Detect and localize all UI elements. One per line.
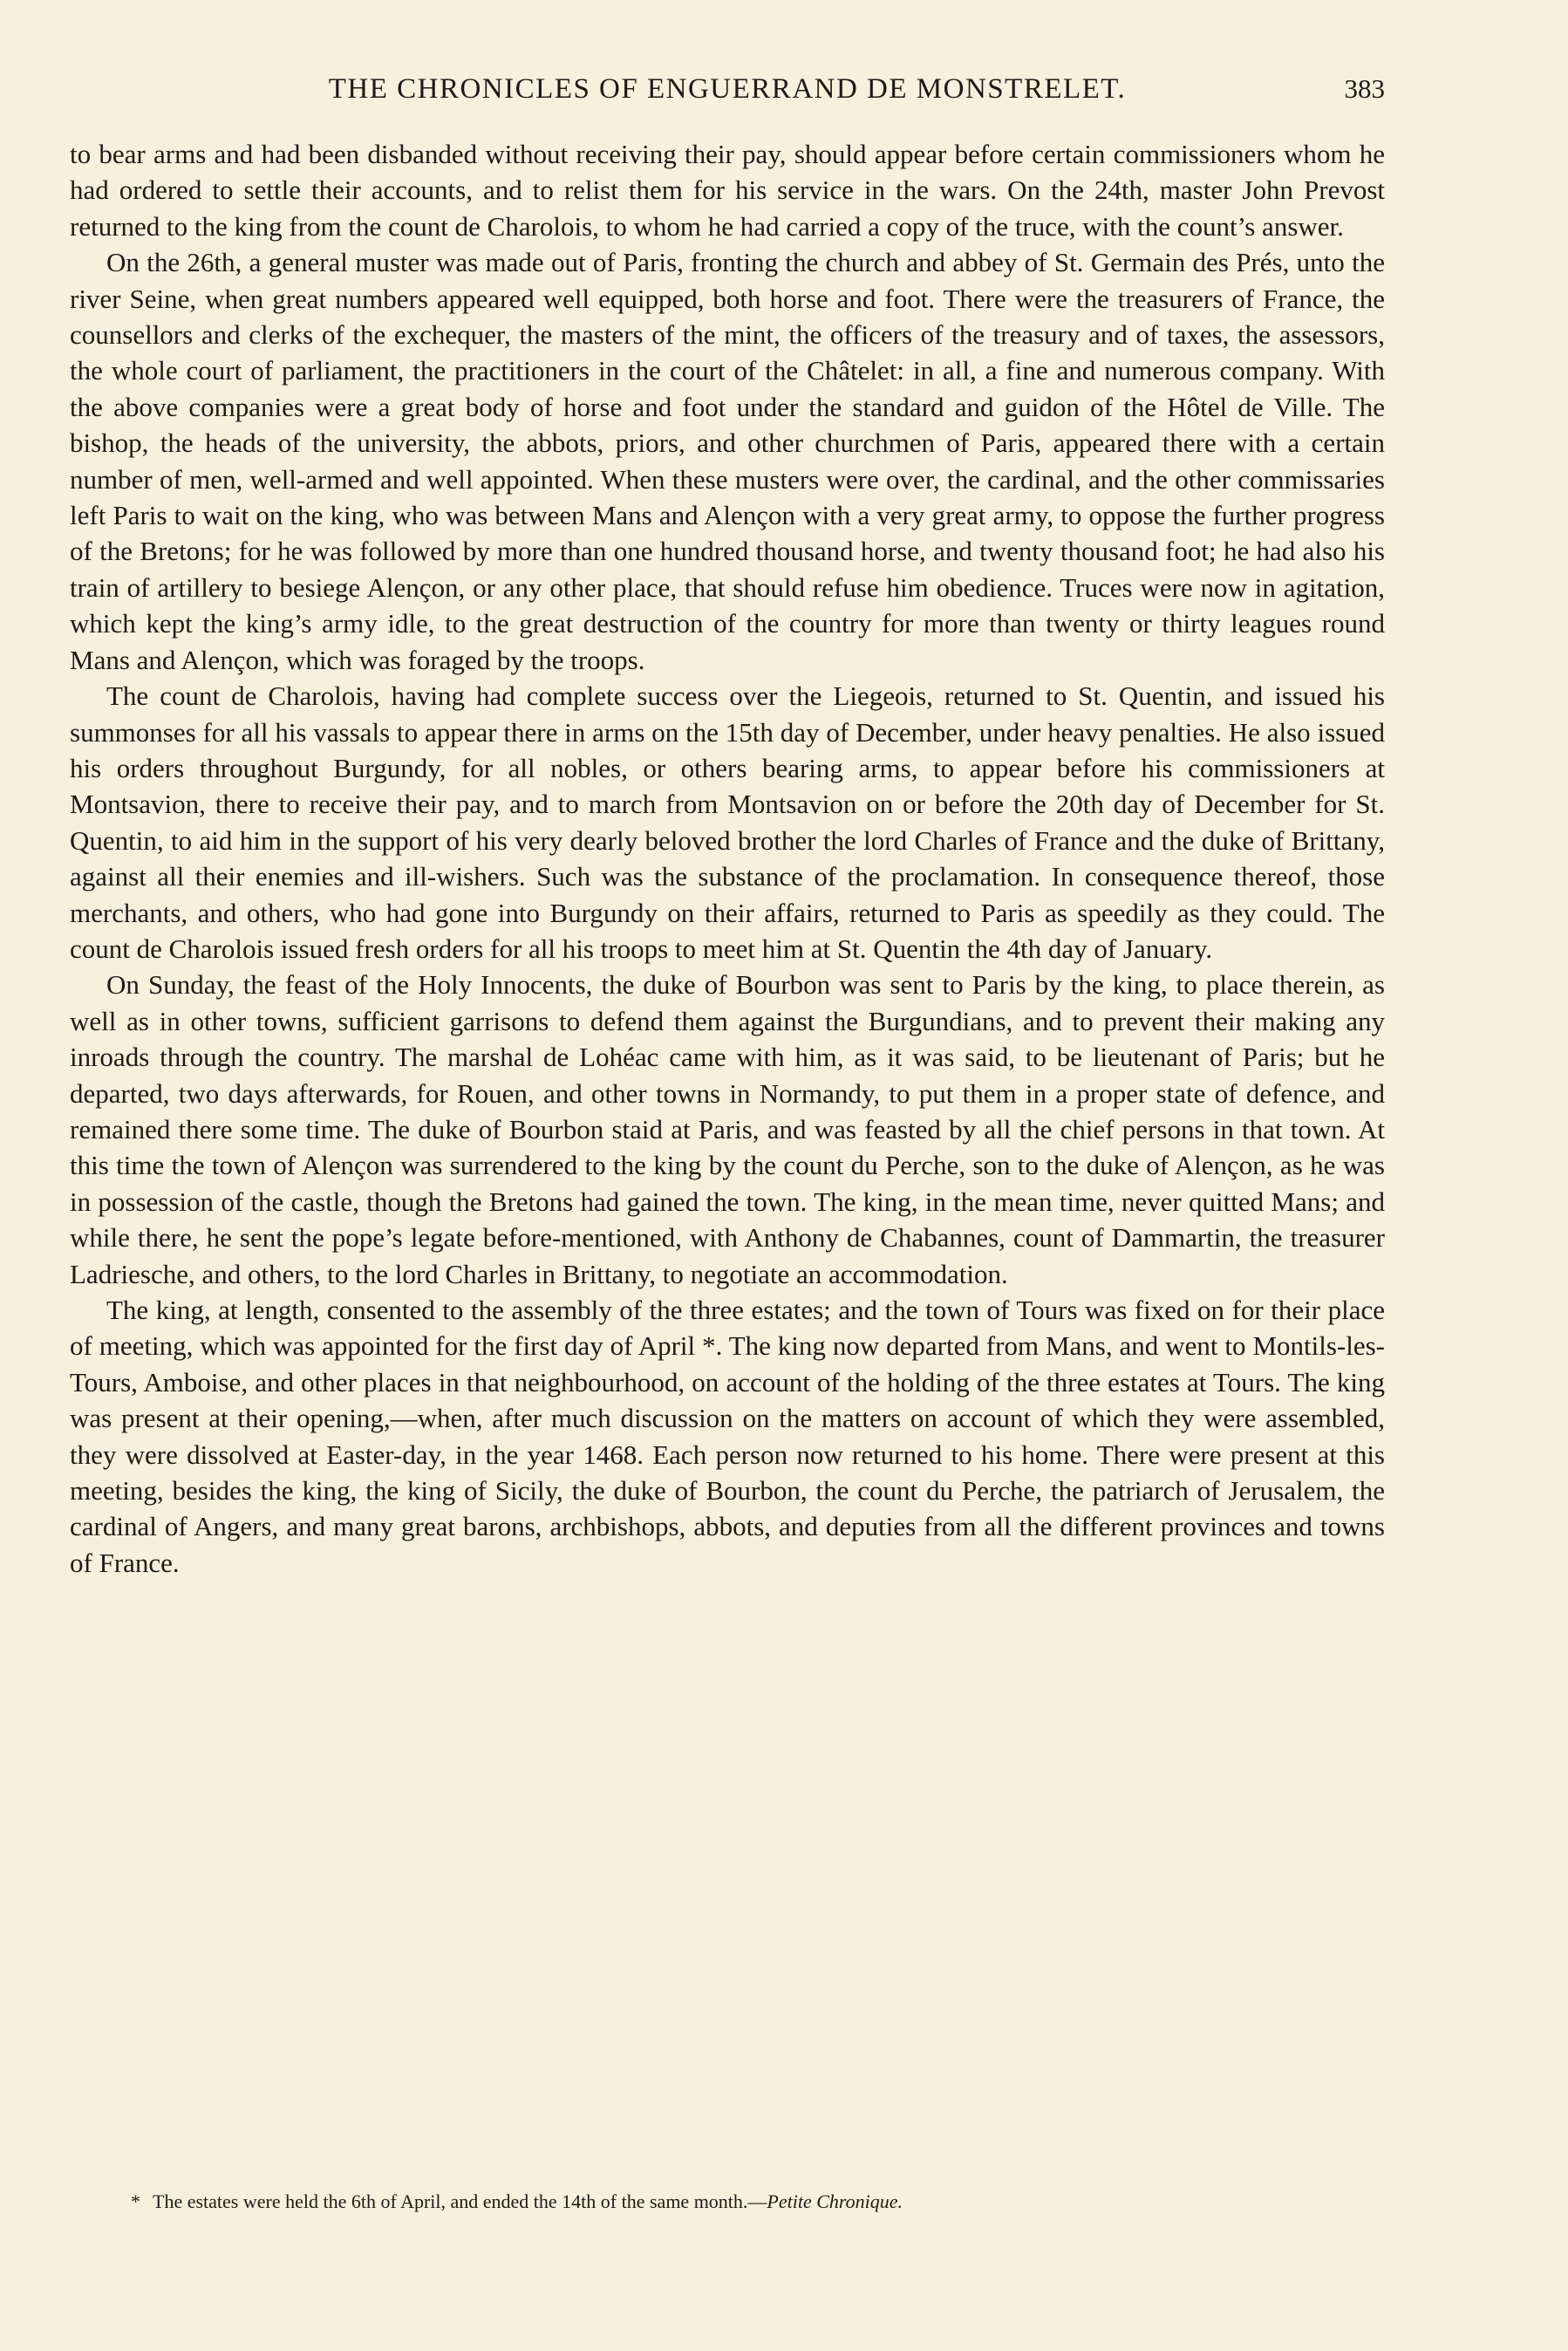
page-number: 383 xyxy=(1344,73,1385,104)
paragraph: The count de Charolois, having had complete success over the Liegeois, returned to St. Quentin, and issued his summonses for all his vassals to appear there in arms on the 15th day of December, under heavy penalties. He also issued his orders throughout Burgundy, for all nobles, or others bearing arms, to appear before his commissioners at Montsavion, there to receive their pay, and to march from Montsavion on or before the 20th day of December for St. Quentin, to aid him in the support of his very dearly beloved brother the lord Charles of France and the duke of Brittany, against all their enemies and ill-wishers. Such was the substance of the proclamation. In consequence thereof, those merchants, and others, who had gone into Burgundy on their affairs, returned to Paris as speedily as they could. The count de Charolois issued fresh orders for all his troops to meet him at St. Quentin the 4th day of January. xyxy=(70,680,1385,964)
footnote xyxy=(70,2189,1385,2215)
paragraph: On the 26th, a general muster was made out of Paris, fronting the church and abbey of St. Germain des Prés, unto the river Seine, when great numbers appeared well equipped, both horse and foot. There were the treasurers of France, the counsellors and clerks of the exchequer, the masters of the mint, the officers of the treasury and of taxes, the assessors, the whole court of parliament, the practitioners in the court of the Châtelet: in all, a fine and numerous company. With the above companies were a great body of horse and foot under the standard and guidon of the Hôtel de Ville. The bishop, the heads of the university, the abbots, priors, and other churchmen of Paris, appeared there with a certain number of men, well-armed and well appointed. When these musters were over, the cardinal, and the other commissaries left Paris to wait on the king, who was between Mans and Alençon with a very great army, to oppose the further progress of the Bretons; for he was followed by more than one hundred thousand horse, and twenty thousand foot; he had also his train of artillery to besiege Alençon, or any other place, that should refuse him obedience. Truces were now in agitation, which kept the king’s army idle, to the great destruction of the country for more than twenty or thirty leagues round Mans and Alençon, which was foraged by the troops. xyxy=(70,247,1385,675)
body-text xyxy=(70,136,1385,1581)
running-title: THE CHRONICLES OF ENGUERRAND DE MONSTRELET. xyxy=(328,73,1127,105)
paragraph: to bear arms and had been disbanded without receiving their pay, should appear before certain commissioners whom he had ordered to settle their accounts, and to relist them for his service in the wars. On the 24th, master John Prevost returned to the king from the count de Charolois, to whom he had carried a copy of the truce, with the count’s answer. xyxy=(70,139,1385,242)
footnote-text: The estates were held the 6th of April, and ended the 14th of the same month.— xyxy=(153,2190,767,2212)
footnote-mark: * xyxy=(131,2190,140,2212)
running-head xyxy=(70,72,1385,106)
footnote-source: Petite Chronique. xyxy=(767,2190,903,2212)
paragraph: On Sunday, the feast of the Holy Innocents, the duke of Bourbon was sent to Paris by the king, to place therein, as well as in other towns, sufficient garrisons to defend them against the Burgundians, and to prevent their making any inroads through the country. The marshal de Lohéac came with him, as it was said, to be lieutenant of Paris; but he departed, two days afterwards, for Rouen, and other towns in Normandy, to put them in a proper state of defence, and remained there some time. The duke of Bourbon staid at Paris, and was feasted by all the chief persons in that town. At this time the town of Alençon was surrendered to the king by the count du Perche, son to the duke of Alençon, as he was in possession of the castle, though the Bretons had gained the town. The king, in the mean time, never quitted Mans; and while there, he sent the pope’s legate before-mentioned, with Anthony de Chabannes, count of Dammartin, the treasurer Ladriesche, and others, to the lord Charles in Brittany, to negotiate an accommodation. xyxy=(70,969,1385,1289)
paragraph: The king, at length, consented to the assembly of the three estates; and the town of Tours was fixed on for their place of meeting, which was appointed for the first day of April *. The king now departed from Mans, and went to Montils-les-Tours, Amboise, and other places in that neighbourhood, on account of the holding of the three estates at Tours. The king was present at their opening,—when, after much discussion on the matters on account of which they were assembled, they were dissolved at Easter-day, in the year 1468. Each person now returned to his home. There were present at this meeting, besides the king, the king of Sicily, the duke of Bourbon, the count du Perche, the patriarch of Jerusalem, the cardinal of Angers, and many great barons, archbishops, abbots, and deputies from all the different provinces and towns of France. xyxy=(70,1295,1385,1578)
